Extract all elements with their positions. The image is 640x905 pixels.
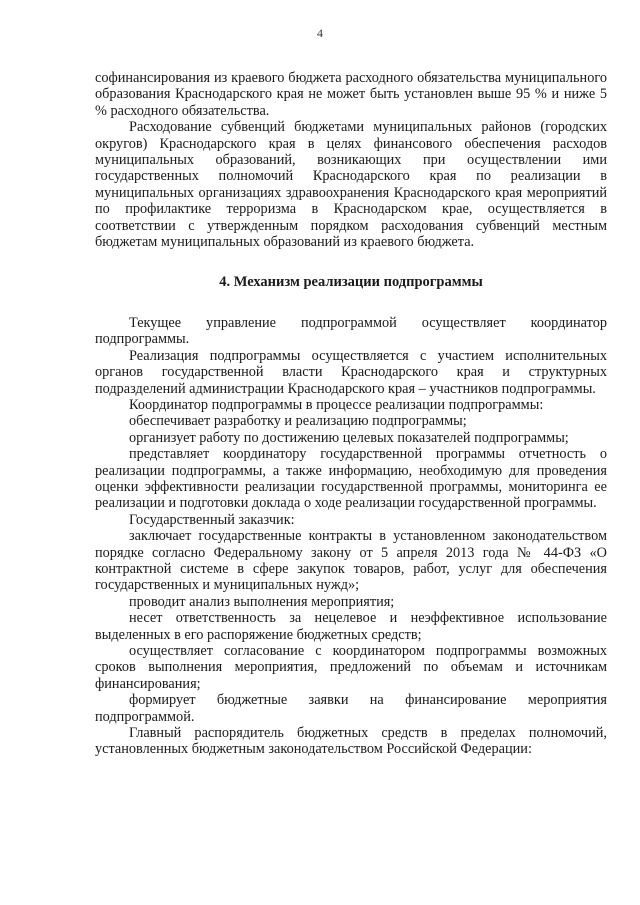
page-number: 4 bbox=[317, 26, 323, 40]
list-item: заключает государственные контракты в установленном законодательством порядке согласно Федеральному закону от 5 апреля 2013 года № 44-ФЗ «О контрактной системе в сфере закупок товаров, работ, услуг для обеспечения государственных и муниципальных нужд»; bbox=[95, 528, 607, 594]
list-item: проводит анализ выполнения мероприятия; bbox=[129, 593, 395, 610]
document-body bbox=[95, 70, 607, 758]
list-item: представляет координатору государственной программы отчетность о реализации подпрограммы, а также информацию, необходимую для проведения оценки эффективности реализации государственной программы, мониторинга ее реализации и подготовки доклада о ходе реализации государственной программы. bbox=[95, 446, 607, 512]
list-item: обеспечивает разработку и реализацию подпрограммы; bbox=[129, 413, 467, 430]
list-item: формирует бюджетные заявки на финансирование мероприятия подпрограммой. bbox=[95, 692, 607, 725]
list-item: несет ответственность за нецелевое и неэффективное использование выделенных в его распоряжение бюджетных средств; bbox=[95, 610, 607, 643]
list-item: организует работу по достижению целевых показателей подпрограммы; bbox=[129, 429, 569, 446]
paragraph: Главный распорядитель бюджетных средств в пределах полномочий, установленных бюджетным законодательством Российской Федерации: bbox=[95, 725, 607, 758]
paragraph: Государственный заказчик: bbox=[129, 511, 295, 528]
section-heading: 4. Механизм реализации подпрограммы bbox=[219, 274, 483, 291]
list-item: осуществляет согласование с координатором подпрограммы возможных сроков выполнения мероприятия, предложений по объемам и источникам финансирования; bbox=[95, 643, 607, 692]
paragraph: софинансирования из краевого бюджета расходного обязательства муниципального образования Краснодарского края не может быть установлен выше 95 % и ниже 5 % расходного обязательства. bbox=[95, 70, 607, 119]
paragraph: Реализация подпрограммы осуществляется с участием исполнительных органов государственной власти Краснодарского края и структурных подразделений администрации Краснодарского края – участников подпрограммы. bbox=[95, 347, 607, 397]
paragraph: Расходование субвенций бюджетами муниципальных районов (городских округов) Краснодарского края в целях финансового обеспечения расходов муниципальных образований, возникающих при осуществлении ими государственных полномочий Краснодарского края по реализации в муниципальных организациях здравоохранения Краснодарского края мероприятий по профилактике терроризма в Краснодарском крае, осуществляется в соответствии с утвержденным порядком расходования субвенций местным бюджетам муниципальных образований из краевого бюджета. bbox=[95, 119, 607, 251]
paragraph: Координатор подпрограммы в процессе реализации подпрограммы: bbox=[129, 396, 544, 413]
paragraph: Текущее управление подпрограммой осуществляет координатор подпрограммы. bbox=[95, 314, 607, 348]
